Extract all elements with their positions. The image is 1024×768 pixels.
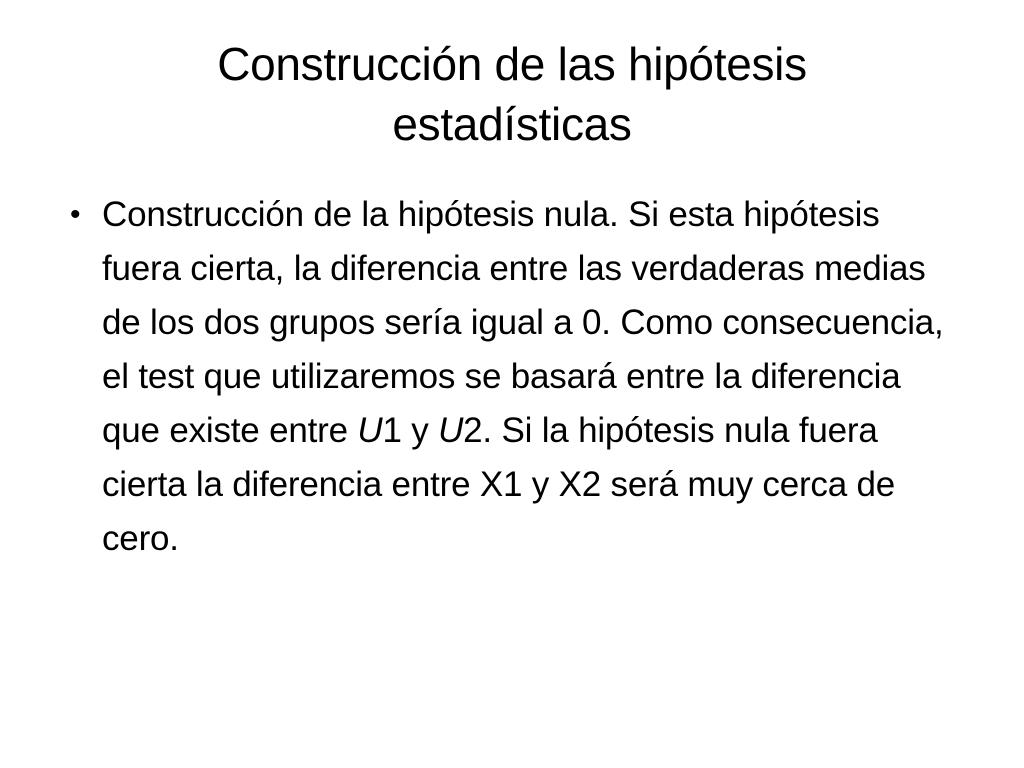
bullet-conjunction: y <box>401 411 439 450</box>
slide-title <box>70 34 954 154</box>
u2-index: 2 <box>463 411 483 450</box>
bullet-list <box>70 188 954 566</box>
u2-letter: U <box>438 411 464 450</box>
u1-index: 1 <box>382 411 402 450</box>
bullet-text-part-1: Construcción de la hipótesis nula. Si esta hipótesis fuera cierta, la diferencia entre las verdaderas medias de los dos grupos sería igual a 0. Como consecuencia, el test que utilizaremos se basará entre la diferencia que existe entre <box>102 195 944 450</box>
u1-letter: U <box>357 411 383 450</box>
bullet-item <box>70 188 954 566</box>
slide-title-line-2: estadísticas <box>392 98 632 150</box>
bullet-text-part-2: . Si la hipótesis nula fuera cierta la diferencia entre X1 y X2 será muy cerca de cero. <box>102 411 896 558</box>
bullet-dot-icon: • <box>70 198 81 231</box>
slide-title-line-1: Construcción de las hipótesis <box>217 38 807 90</box>
